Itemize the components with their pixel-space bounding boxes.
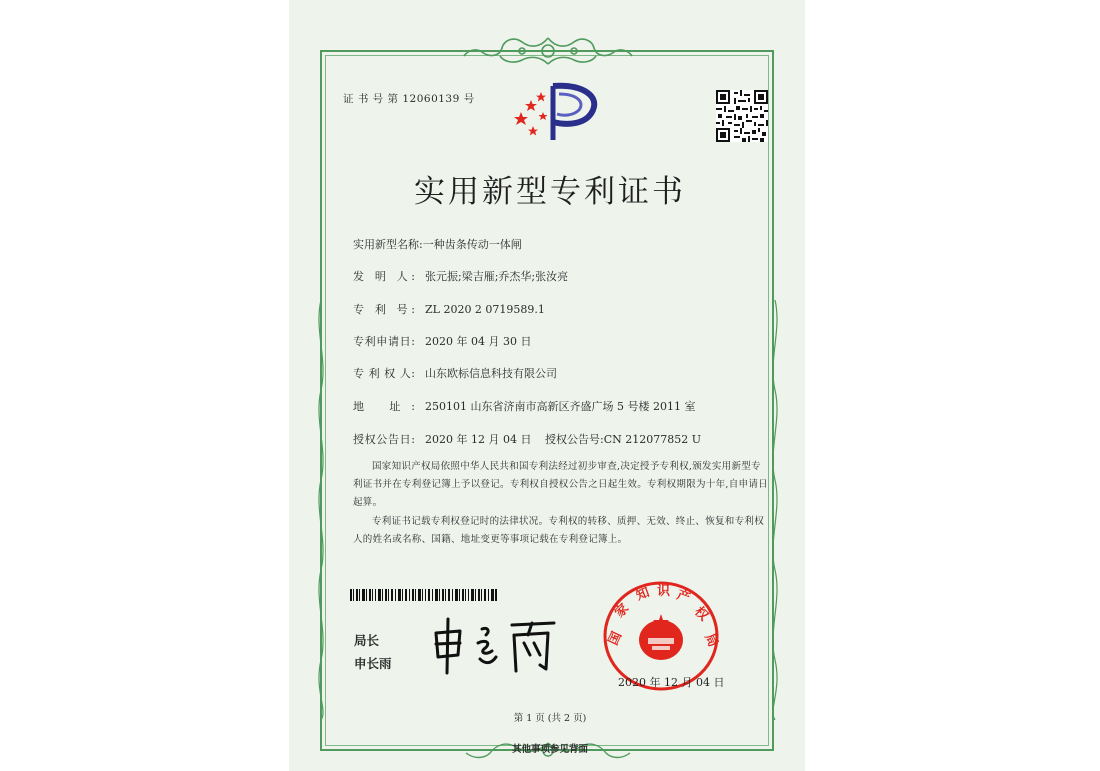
field-value: 张元振;梁吉雁;乔杰华;张汝亮: [425, 270, 569, 283]
grant-statement-paragraph: 国家知识产权局依照中华人民共和国专利法经过初步审查,决定授予专利权,颁发实用新型专利证书并在专利登记簿上予以登记。专利权自授权公告之日起生效。专利权期限为十年,自申请日起算。: [353, 461, 768, 508]
page-number: 第 1 页 (共 2 页): [513, 713, 587, 724]
svg-text:国: 国: [606, 629, 626, 648]
field-grant-date: [353, 431, 531, 447]
field-label: 专 利 号:: [353, 303, 415, 316]
field-value: ZL 2020 2 0719589.1: [425, 303, 545, 316]
field-label: 授权公告号:: [545, 433, 604, 446]
director-name: 申长雨: [354, 656, 392, 671]
legal-status-paragraph: 专利证书记载专利权登记时的法律状况。专利权的转移、质押、无效、终止、恢复和专利权人的姓名或名称、国籍、地址变更等事项记载在专利登记簿上。: [353, 516, 765, 545]
field-value: 山东欧标信息科技有限公司: [425, 367, 557, 380]
left-ornament-icon: [312, 300, 330, 720]
svg-text:识: 识: [657, 584, 671, 599]
svg-text:知: 知: [634, 585, 652, 604]
field-label: 专利申请日:: [353, 335, 415, 348]
field-utility-model-name: [353, 236, 522, 252]
field-inventor: [353, 268, 568, 284]
svg-text:家: 家: [612, 601, 633, 621]
seal-date: 2020 年 12 月 04 日: [618, 676, 725, 689]
top-ornament-icon: [460, 34, 636, 68]
field-value: 250101 山东省济南市高新区齐盛广场 5 号楼 2011 室: [425, 400, 696, 413]
field-patentee: [353, 365, 557, 381]
field-label: 专 利 权 人:: [353, 367, 415, 380]
handwritten-signature: [430, 615, 560, 675]
patent-logo-icon: [513, 82, 599, 144]
director-title: 局长: [354, 633, 380, 648]
field-value: 2020 年 04 月 30 日: [425, 335, 532, 348]
barcode-icon: [350, 589, 498, 601]
field-value: CN 212077852 U: [603, 433, 702, 446]
qr-code-icon: [716, 90, 768, 142]
svg-text:权: 权: [691, 604, 711, 625]
field-label: 授权公告日:: [353, 433, 415, 446]
field-value: 一种齿条传动一体闸: [422, 238, 522, 251]
certificate-title: 实用新型专利证书: [414, 174, 686, 210]
field-address: [353, 398, 695, 414]
field-label: 发 明 人:: [353, 270, 415, 283]
field-label: 地 址:: [353, 400, 415, 413]
field-application-date: [353, 333, 531, 349]
field-grant-number: [545, 431, 701, 447]
svg-text:局: 局: [701, 631, 720, 650]
certificate-number: 证 书 号 第 12060139 号: [343, 93, 475, 105]
svg-text:产: 产: [674, 587, 692, 607]
field-value: 2020 年 12 月 04 日: [425, 433, 532, 446]
field-label: 实用新型名称:: [353, 238, 423, 251]
footer-note: 其他事项参见背面: [511, 744, 588, 755]
field-patent-number: [353, 301, 545, 317]
